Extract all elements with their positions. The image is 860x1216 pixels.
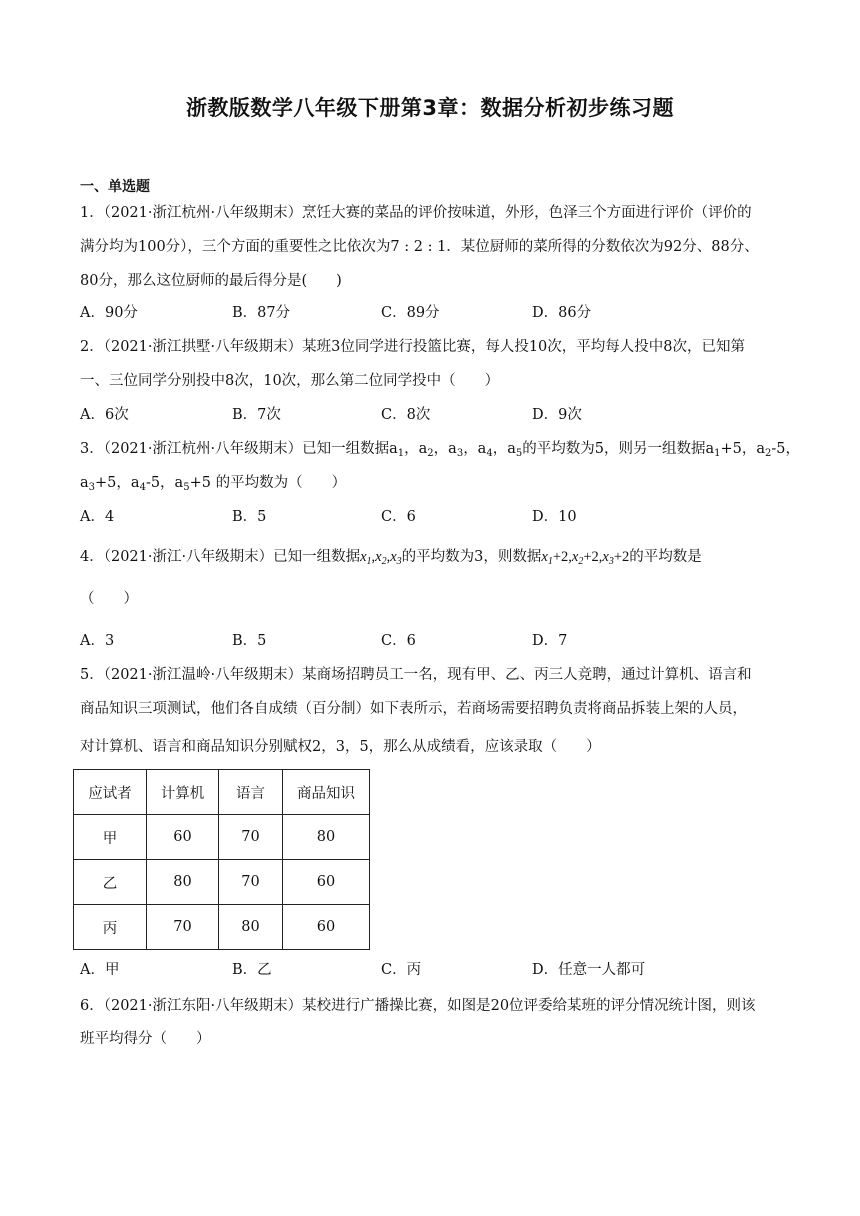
question-2-option-a: A．6次: [80, 407, 129, 423]
question-2-option-d: D．9次: [532, 407, 582, 423]
question-1-option-b: B．87分: [232, 305, 291, 321]
question-3-option-d: D．10: [532, 509, 577, 525]
score-table: [73, 769, 370, 950]
question-4-data-set-formula: $x_1,x_2,x_3$: [360, 549, 402, 567]
question-4-option-a: A．3: [80, 633, 115, 649]
table-cell: 60: [283, 905, 370, 950]
question-3-ending: 的平均数为（ ）: [215, 475, 347, 491]
question-5-option-b: B．乙: [232, 962, 272, 978]
table-cell: 甲: [74, 815, 147, 860]
table-row: [74, 860, 370, 905]
question-2-line-1: 2．（2021·浙江拱墅·八年级期末）某班3位同学进行投篮比赛，每人投10次，平均每人投中8次，已知第: [80, 339, 745, 355]
question-2-line-2: 一、三位同学分别投中8次，10次，那么第二位同学投中（ ）: [80, 373, 500, 389]
question-4-line-2: （ ）: [80, 591, 138, 607]
question-3-option-c: C．6: [381, 509, 416, 525]
question-4-option-b: B．5: [232, 633, 267, 649]
table-row: [74, 815, 370, 860]
question-1-line-1: 1．（2021·浙江杭州·八年级期末）烹饪大赛的菜品的评价按味道，外形，色泽三个方面进行评价（评价的: [80, 205, 752, 221]
table-header-cell: 语言: [219, 770, 283, 815]
question-1-option-a: A．90分: [80, 305, 138, 321]
question-6-line-1: 6．（2021·浙江东阳·八年级期末）某校进行广播操比赛，如图是20位评委给某班的评分情况统计图，则该: [80, 998, 756, 1014]
table-header-cell: 应试者: [74, 770, 147, 815]
question-5-line-2: 商品知识三项测试，他们各自成绩（百分制）如下表所示，若商场需要招聘负责将商品拆装上架的人员，: [80, 701, 747, 717]
section-heading: 一、单选题: [80, 179, 150, 195]
table-header-row: [74, 770, 370, 815]
question-2-option-b: B．7次: [232, 407, 281, 423]
question-3-option-a: A．4: [80, 509, 115, 525]
question-4-line-1: [80, 547, 780, 567]
question-4-ending: 的平均数是: [629, 549, 702, 565]
table-cell: 乙: [74, 860, 147, 905]
question-5-option-c: C．丙: [381, 962, 422, 978]
question-5-line-3: 对计算机、语言和商品知识分别赋权2，3，5，那么从成绩看，应该录取（ ）: [80, 739, 601, 755]
table-cell: 80: [147, 860, 219, 905]
question-1-line-2: 满分均为100分），三个方面的重要性之比依次为7 : 2 : 1．某位厨师的菜所得的分数依次为92分、88分、: [80, 239, 759, 255]
table-cell: 70: [219, 815, 283, 860]
question-6-line-2: 班平均得分（ ）: [80, 1031, 211, 1047]
question-5-option-d: D．任意一人都可: [532, 962, 646, 978]
question-2-option-c: C．8次: [381, 407, 431, 423]
question-3-middle: 的平均数为5，则另一组数据a: [522, 441, 715, 457]
question-4-intro: 4．（2021·浙江·八年级期末）已知一组数据: [80, 549, 361, 565]
question-4-shifted-data-formula: $x_1+2,x_2+2,x_3+2$: [541, 549, 630, 567]
question-5-line-1: 5．（2021·浙江温岭·八年级期末）某商场招聘员工一名，现有甲、乙、丙三人竞聘，通过计算机、语言和: [80, 667, 752, 683]
table-row: [74, 905, 370, 950]
question-4-option-c: C．6: [381, 633, 416, 649]
question-3-intro: 3．（2021·浙江杭州·八年级期末）已知一组数据a: [80, 441, 398, 457]
question-3-option-b: B．5: [232, 509, 267, 525]
question-1-line-3: 80分，那么这位厨师的最后得分是( ): [80, 273, 342, 289]
question-4-middle: 的平均数为3，则数据: [401, 549, 542, 565]
table-cell: 60: [147, 815, 219, 860]
question-1-option-c: C．89分: [381, 305, 440, 321]
table-cell: 80: [283, 815, 370, 860]
table-cell: 丙: [74, 905, 147, 950]
document-title: 浙教版数学八年级下册第3章：数据分析初步练习题: [185, 96, 675, 120]
question-1-option-d: D．86分: [532, 305, 592, 321]
question-4-option-d: D．7: [532, 633, 568, 649]
table-cell: 60: [283, 860, 370, 905]
table-cell: 70: [219, 860, 283, 905]
table-cell: 70: [147, 905, 219, 950]
table-cell: 80: [219, 905, 283, 950]
question-3-line-2: $a_3+5$，$a_4-5$，$a_5+5$ 的平均数为（ ）: [80, 475, 347, 493]
question-5-option-a: A．甲: [80, 962, 120, 978]
question-3-line-1: 3．（2021·浙江杭州·八年级期末）已知一组数据$a_1$，$a_2$，$a_3$，$a_4$，$a_5$的平均数为5，则另一组数据$a_1+5$，$a_2-5$，: [80, 441, 801, 459]
table-header-cell: 计算机: [147, 770, 219, 815]
table-header-cell: 商品知识: [283, 770, 370, 815]
